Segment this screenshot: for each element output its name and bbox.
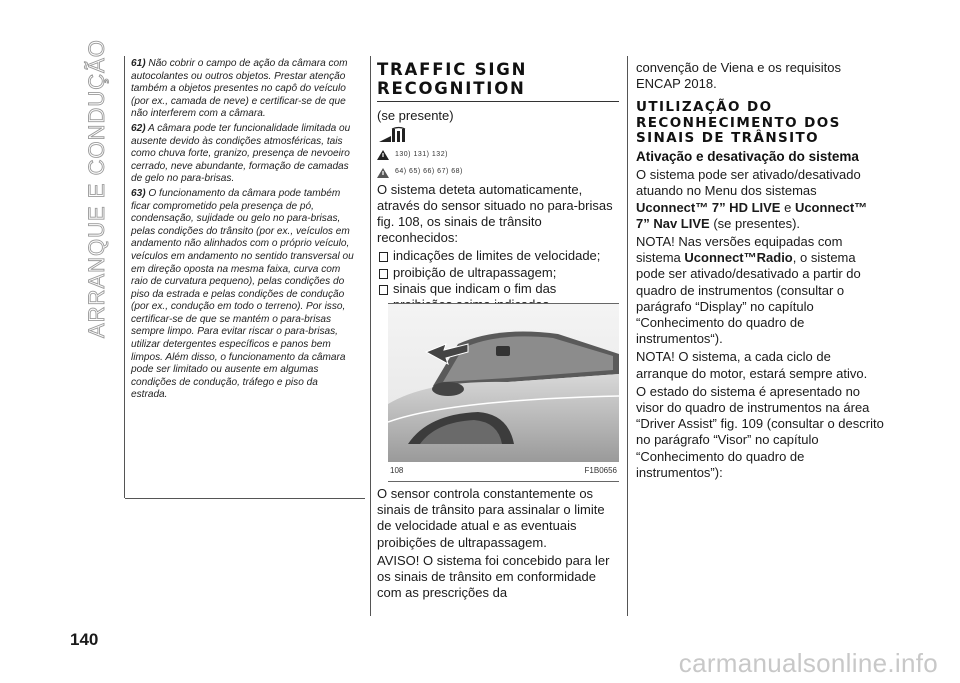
warning-refs-row: 130) 131) 132) xyxy=(377,147,619,163)
column-divider xyxy=(370,56,371,616)
activation-paragraph: O sistema pode ser ativado/desativado atuando no Menu dos sistemas Uconnect™ 7” HD LIVE e Uconnect™ 7” Nav LIVE (se presentes). xyxy=(636,167,868,231)
sensor-marker xyxy=(496,346,510,356)
bullet-square-icon xyxy=(379,269,388,279)
section-utilizacao xyxy=(636,60,884,483)
list-item: indicações de limites de velocidade; xyxy=(377,248,619,264)
status-paragraph: O estado do sistema é apresentado no visor do quadro de instrumentos na área “Driver Assist” fig. 109 (consultar o descrito no parágrafo “Visor” no capítulo “Conhecimento do quadro de instrumentos”): xyxy=(636,383,884,480)
nota-paragraph: NOTA! Nas versões equipadas com sistema Uconnect™Radio, o sistema pode ser ativado/desativado a partir do quadro de instrumentos (consultar o parágrafo “Display” no capítulo “Conhecimento do quadro de instrumentos“). xyxy=(636,233,861,347)
section-continued xyxy=(377,486,619,603)
figure-caption: 108 F1B0656 xyxy=(390,466,617,475)
warning-notes xyxy=(131,58,357,404)
section-subtitle: (se presente) xyxy=(377,108,454,123)
section-heading: UTILIZAÇÃO DO RECONHECIMENTO DOS SINAIS DE TRÂNSITO xyxy=(636,99,841,147)
warning-triangle-icon xyxy=(377,150,389,160)
note-63: 63) O funcionamento da câmara pode também ficar comprometido pela presença de pó, condensação, sujidade ou gelo no para-brisas, pelas condições do trânsito (por ex., veículos em andamento não alinhados com o próprio veículo, veículos em andamento no sentido transversal ou em direção oposta na mesma faixa, curva com raio de curvatura pequeno), pelas condições do piso da estrada e pelas condições de condução (por ex., condução em todo o terreno). Por isso, certificar-se de que se mantém o para-brisas sempre limpo. Para evitar riscar o para-brisas, utilizar detergentes específicos e panos bem limpos. Além disso, o funcionamento da câmara pode ser limitado ou ausente em algumas condições de condução, tráfego e piso da estrada. xyxy=(131,187,354,401)
bullet-square-icon xyxy=(379,252,388,262)
sensor-paragraph: O sensor controla constantemente os sinais de trânsito para assinalar o limite de velocidade atual e as eventuais proibições de ultrapassagem. xyxy=(377,486,605,550)
bullet-square-icon xyxy=(379,285,388,295)
note-61: 61) Não cobrir o campo de ação da câmara com autocolantes ou outros objetos. Prestar atenção também a objetos presentes no capô do veículo (por ex., camada de neve) e certificar-se de que não interferem com a câmara. xyxy=(131,58,348,120)
car-windshield-illustration xyxy=(388,304,619,462)
figure-bottom-rule xyxy=(388,481,619,482)
optional-equipment-icon-row xyxy=(377,126,619,146)
sub-heading: Ativação e desativação do sistema xyxy=(636,148,859,164)
caution-refs-row: 64) 65) 66) 67) 68) xyxy=(377,164,619,180)
chapter-title xyxy=(78,40,112,340)
nota-paragraph-2: NOTA! O sistema, a cada ciclo de arranque do motor, estará sempre ativo. xyxy=(636,349,868,381)
section-traffic-sign xyxy=(377,60,619,313)
column-divider xyxy=(627,56,628,616)
caution-triangle-icon xyxy=(377,168,389,178)
column-divider xyxy=(124,56,125,498)
list-item: proibição de ultrapassagem; xyxy=(377,265,619,281)
section-title: TRAFFIC SIGN RECOGNITION xyxy=(377,60,528,98)
watermark: carmanualsonline.info xyxy=(678,648,938,678)
figure-108 xyxy=(388,303,619,482)
title-rule xyxy=(377,101,619,102)
page-number: 140 xyxy=(70,630,99,649)
note-62: 62) A câmara pode ter funcionalidade limitada ou ausente devido às condições atmosféricas, tais como chuva forte, granizo, presença de nevoeiro cerrado, neve abundante, formação de camadas de gelo no para-brisas. xyxy=(131,122,351,185)
aviso-paragraph: AVISO! O sistema foi concebido para ler os sinais de trânsito em conformidade com as prescrições da xyxy=(377,552,610,601)
continuation-paragraph: convenção de Viena e os requisitos ENCAP 2018. xyxy=(636,60,842,92)
list-item: sinais que indicam o fim das xyxy=(377,281,619,313)
notes-bottom-rule xyxy=(125,498,365,499)
chapter-title-text: ARRANQUE E CONDUÇÃO xyxy=(84,40,109,338)
intro-paragraph: O sistema deteta automaticamente, através do sensor situado no para-brisas fig. 108, os sinais de trânsito reconhecidos: xyxy=(377,181,613,246)
camera-sensor-icon xyxy=(377,126,411,146)
